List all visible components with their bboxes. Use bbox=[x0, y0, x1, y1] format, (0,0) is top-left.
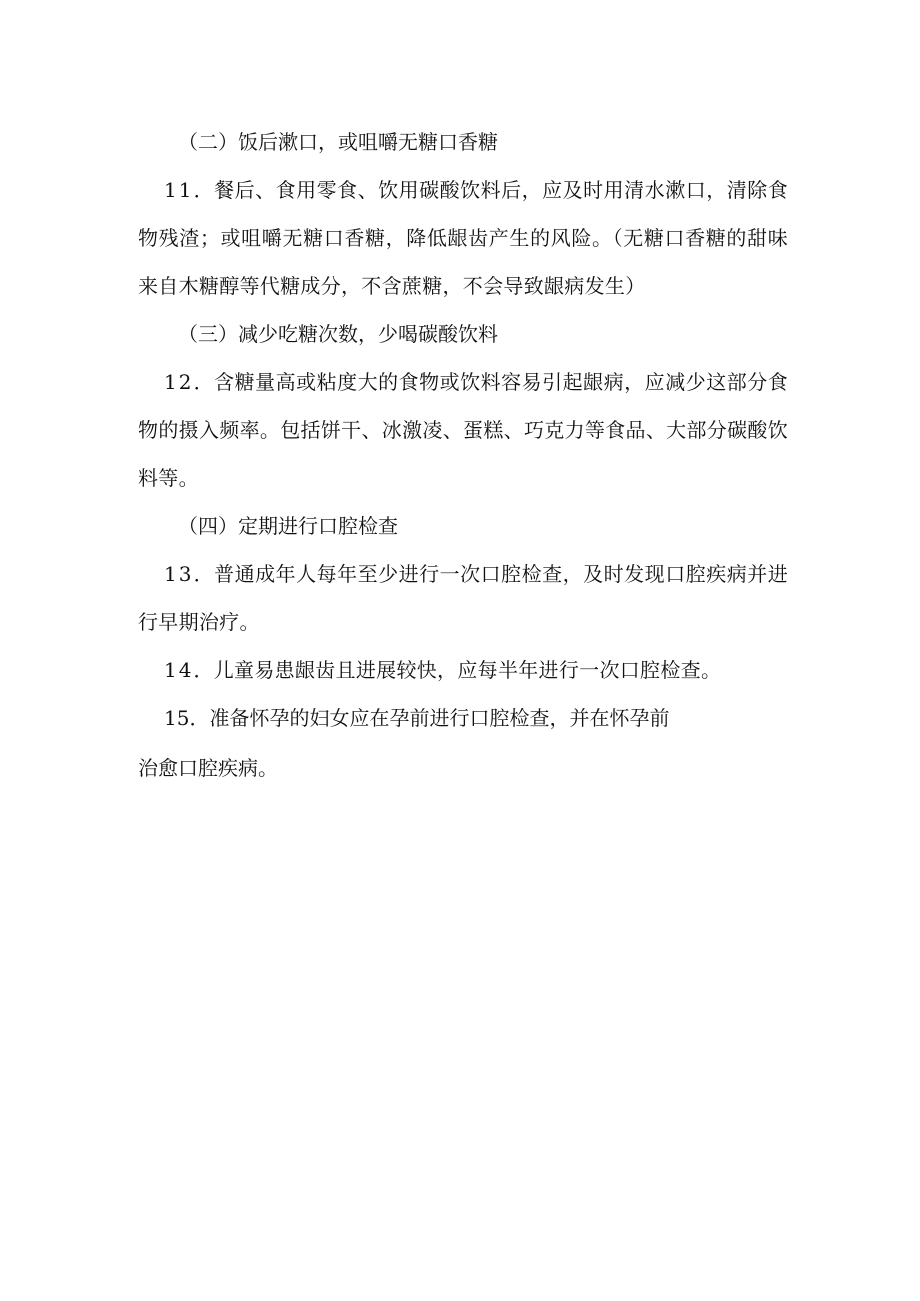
item-number: 15 bbox=[164, 706, 190, 730]
item-text: ．餐后、食用零食、饮用碳酸饮料后，应及时用清水漱口，清除食物残渣；或咀嚼无糖口香糖，降低龈齿产生的风险。（无糖口香糖的甜味来自木糖醇等代糖成分，不含蔗糖，不会导致龈病发生） bbox=[138, 178, 788, 298]
list-item-15 bbox=[138, 694, 788, 742]
item-number: 13 bbox=[164, 562, 194, 586]
item-number: 14 bbox=[164, 658, 194, 682]
list-item-11 bbox=[138, 166, 788, 310]
section-heading-2: （二）饭后漱口，或咀嚼无糖口香糖 bbox=[178, 130, 498, 154]
item-number: 11 bbox=[164, 178, 194, 202]
section-heading-3: （三）减少吃糖次数，少喝碳酸饮料 bbox=[178, 322, 498, 346]
item-text: ．含糖量高或粘度大的食物或饮料容易引起龈病，应减少这部分食物的摄入频率。包括饼干、冰激凌、蛋糕、巧克力等食品、大部分碳酸饮料等。 bbox=[138, 370, 788, 490]
item-text: ．普通成年人每年至少进行一次口腔检查，及时发现口腔疾病并进行早期治疗。 bbox=[138, 562, 788, 634]
continuation-text: 治愈口腔疾病。 bbox=[138, 756, 278, 780]
document-body bbox=[138, 118, 788, 792]
section-heading-4: （四）定期进行口腔检查 bbox=[178, 514, 398, 538]
item-text: ．准备怀孕的妇女应在孕前进行口腔检查，并在怀孕前 bbox=[189, 706, 670, 730]
list-item-14 bbox=[138, 646, 788, 694]
item-number: 12 bbox=[164, 370, 194, 394]
list-item-12 bbox=[138, 358, 788, 502]
item-text: ．儿童易患龈齿且进展较快，应每半年进行一次口腔检查。 bbox=[193, 658, 722, 682]
list-item-13 bbox=[138, 550, 788, 646]
